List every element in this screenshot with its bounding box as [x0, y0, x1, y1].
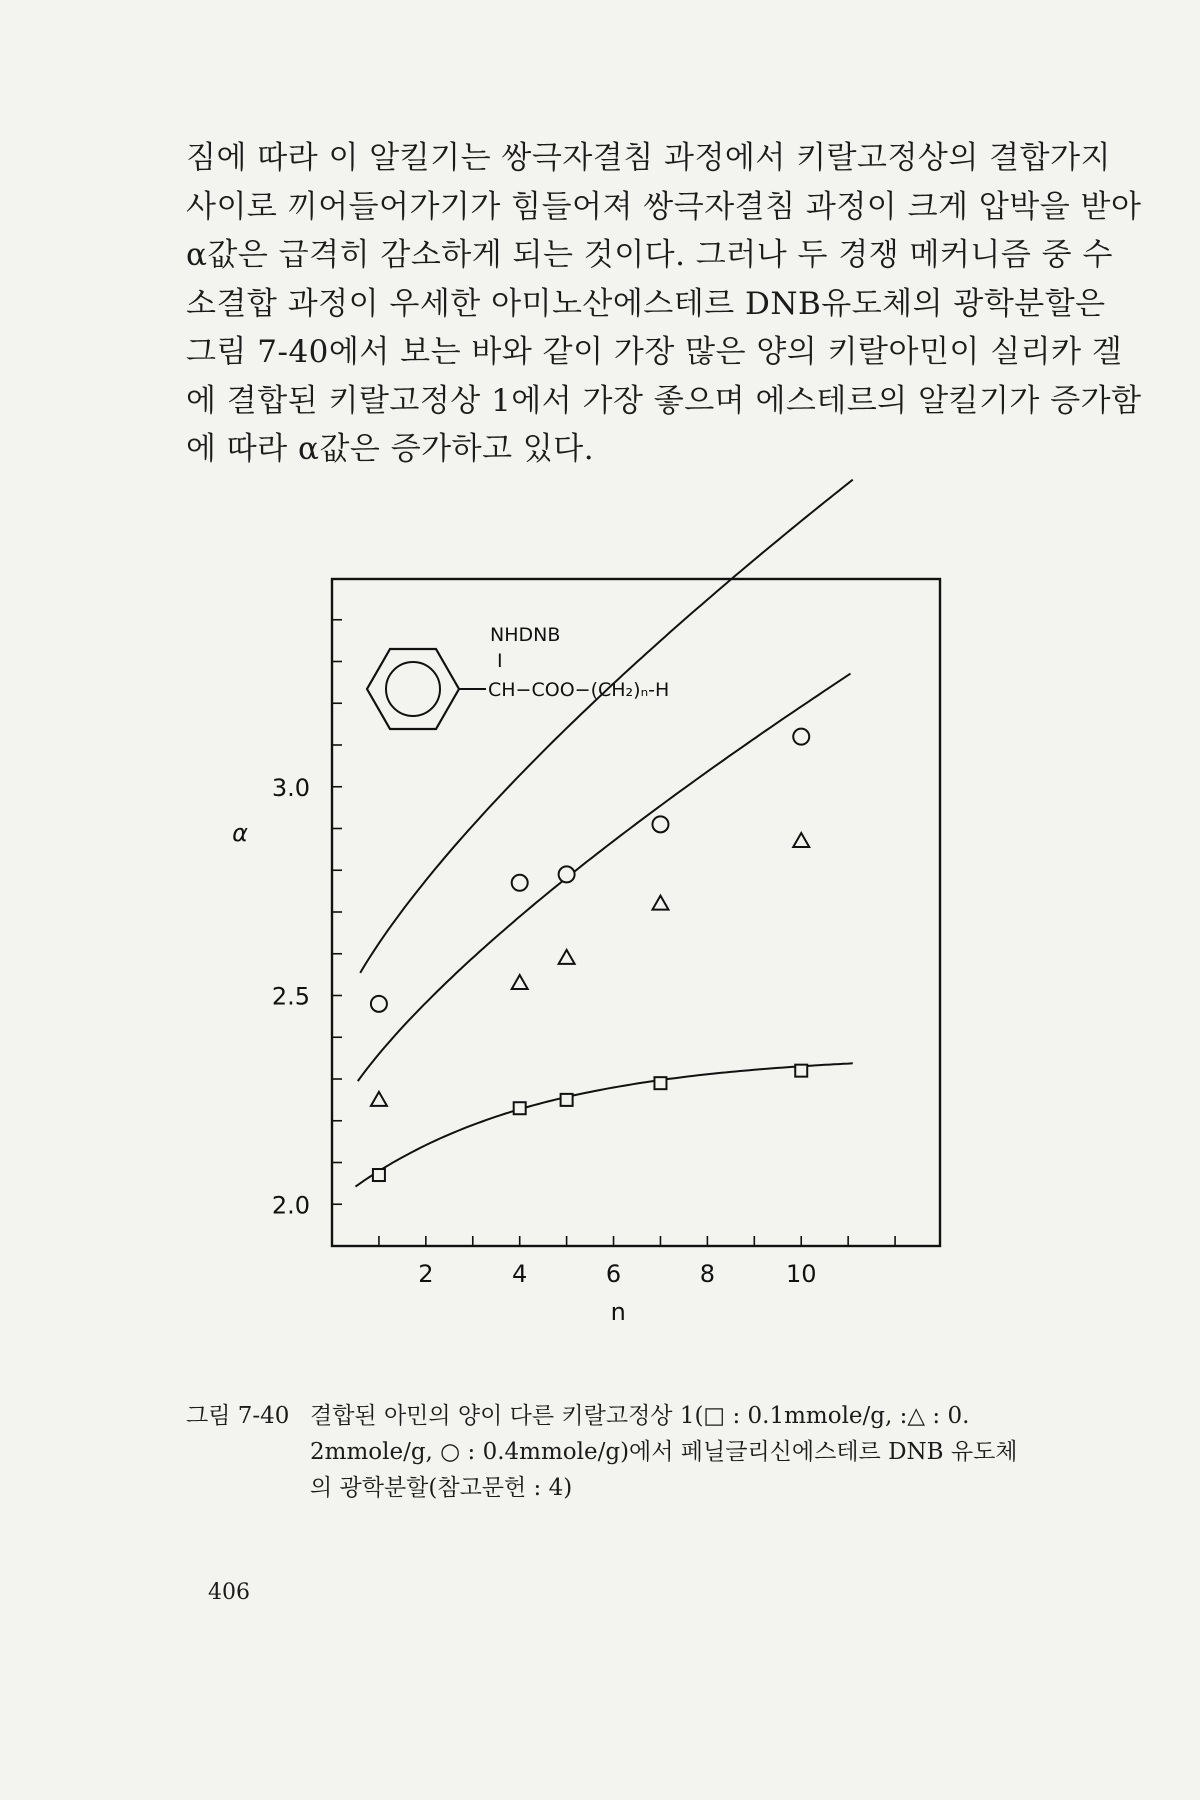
- x-tick-label: 4: [512, 1260, 528, 1288]
- triangle-marker: [512, 975, 528, 989]
- vertical-bond: I: [497, 650, 503, 672]
- square-marker: [654, 1077, 666, 1089]
- caption-line: 결합된 아민의 양이 다른 키랄고정상 1(□ : 0.1mmole/g, :△ : 0.: [310, 1403, 970, 1429]
- x-tick-label: 6: [605, 1260, 622, 1288]
- circle-marker: [371, 996, 387, 1012]
- substituent-label: NHDNB: [490, 624, 561, 646]
- fit-curve-triangle: [358, 674, 851, 1082]
- phenylglycine-ester-structure: [367, 624, 669, 729]
- y-axis-label: α: [232, 819, 248, 848]
- ester-chain-label: CH−COO−(CH₂)ₙ-H: [488, 679, 670, 701]
- body-line: 짐에 따라 이 알킬기는 쌍극자결침 과정에서 키랄고정상의 결합가지: [186, 140, 1111, 176]
- aromatic-circle: [386, 662, 440, 716]
- alpha-vs-n-chart: [232, 578, 942, 1326]
- triangle-marker: [559, 950, 575, 964]
- figure-caption: [186, 1398, 1086, 1506]
- caption-line: 의 광학분할(참고문헌 : 4): [310, 1475, 573, 1501]
- triangle-marker: [371, 1092, 387, 1106]
- y-tick-label: 2.0: [271, 1191, 310, 1220]
- circle-marker: [793, 729, 809, 745]
- y-tick-label: 3.0: [271, 773, 310, 802]
- caption-label: 그림 7-40: [186, 1403, 290, 1429]
- fit-curve-circle: [360, 480, 853, 973]
- body-line: 그림 7-40에서 보는 바와 같이 가장 많은 양의 키랄아민이 실리카 겔: [186, 334, 1123, 370]
- caption-line: 2mmole/g, ○ : 0.4mmole/g)에서 페닐글리신에스테르 DNB 유도체: [310, 1439, 1018, 1465]
- x-tick-label: 2: [418, 1260, 434, 1288]
- body-line: 에 따라 α값은 증가하고 있다.: [186, 431, 595, 467]
- square-marker: [795, 1065, 807, 1077]
- body-line: α값은 급격히 감소하게 되는 것이다. 그러나 두 경쟁 메커니즘 중 수: [186, 237, 1113, 273]
- body-line: 에 결합된 키랄고정상 1에서 가장 좋으며 에스테르의 알킬기가 증가함: [186, 382, 1142, 419]
- body-line: 사이로 끼어들어가기가 힘들어져 쌍극자결침 과정이 크게 압박을 받아: [186, 188, 1142, 225]
- circle-marker: [512, 875, 528, 891]
- square-marker: [561, 1094, 573, 1106]
- body-paragraph: [186, 134, 1142, 474]
- y-tick-label: 2.5: [271, 982, 310, 1011]
- square-marker: [373, 1169, 385, 1181]
- x-tick-label: 10: [785, 1260, 817, 1288]
- x-tick-label: 8: [699, 1260, 716, 1288]
- x-axis-label: n: [610, 1298, 626, 1326]
- triangle-marker: [652, 896, 668, 910]
- figure-7-40: [232, 578, 942, 1326]
- page-number: 406: [208, 1580, 250, 1605]
- square-marker: [514, 1102, 526, 1114]
- body-line: 소결합 과정이 우세한 아미노산에스테르 DNB유도체의 광학분할은: [186, 285, 1106, 322]
- circle-marker: [652, 816, 668, 832]
- triangle-marker: [793, 833, 809, 847]
- fit-curve-square: [356, 1063, 853, 1186]
- circle-marker: [559, 866, 575, 882]
